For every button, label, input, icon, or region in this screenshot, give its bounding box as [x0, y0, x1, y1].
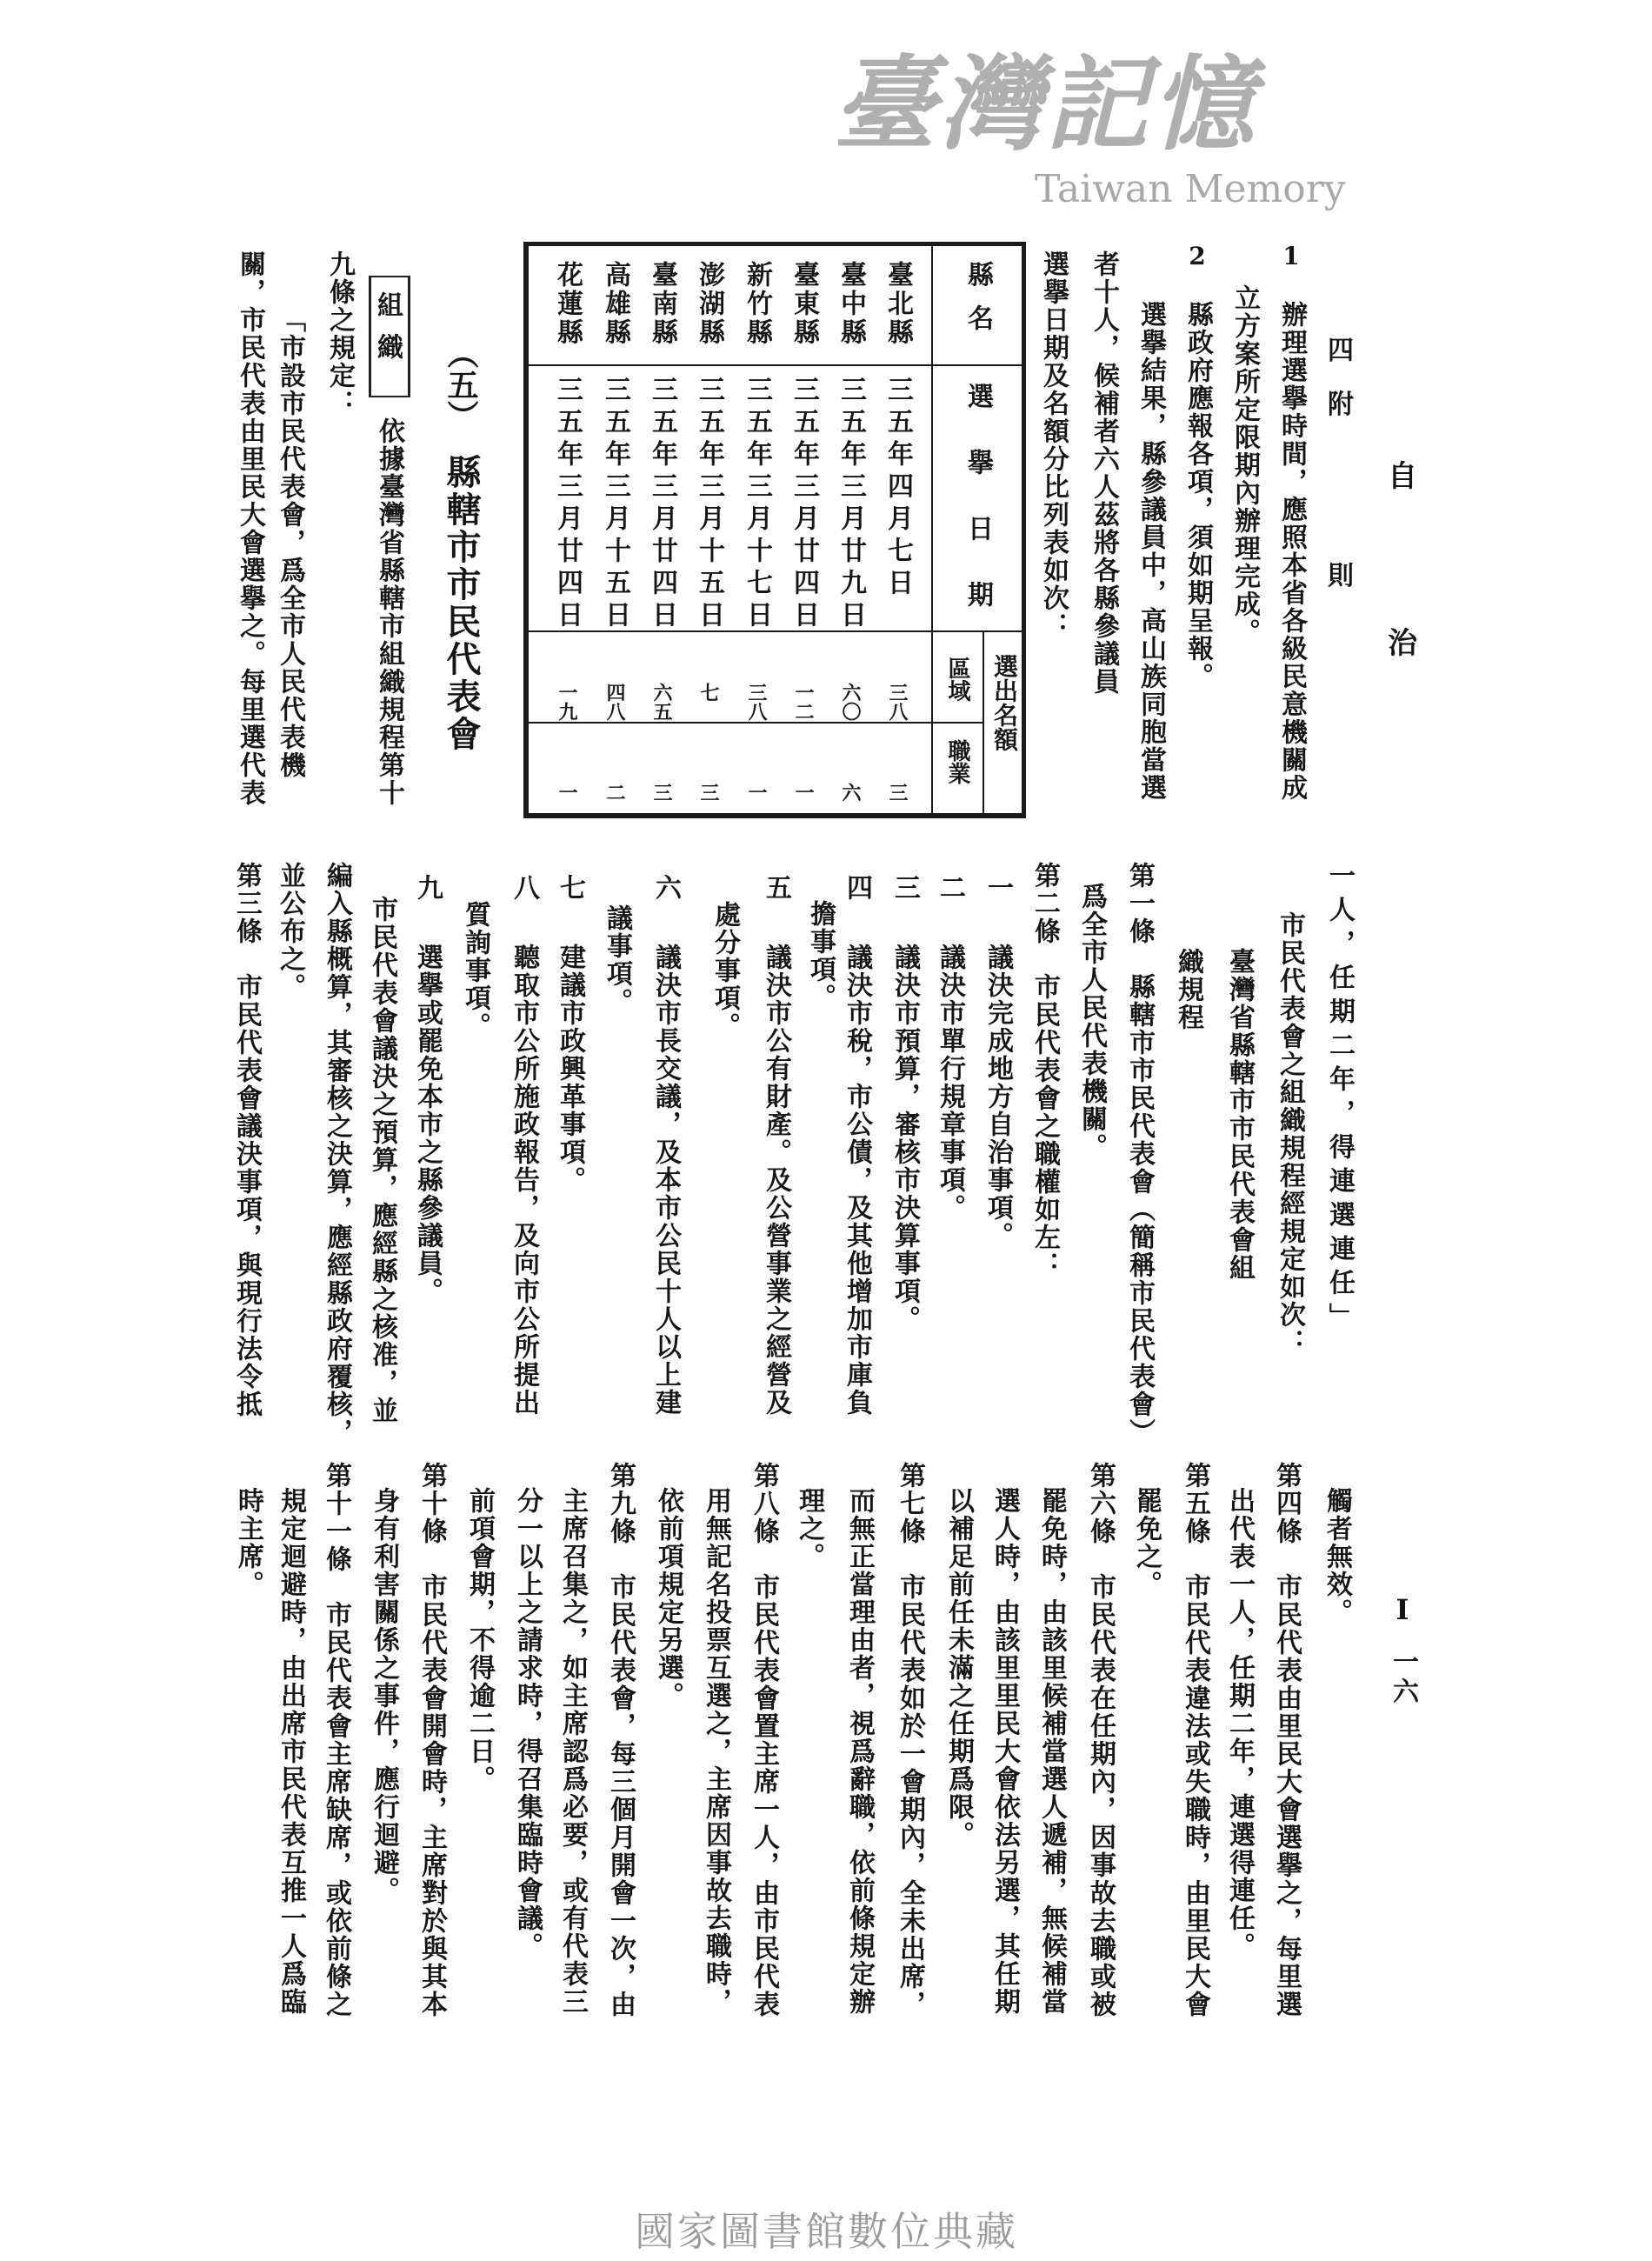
county-name: 臺北縣 — [883, 261, 913, 347]
table-row-divider — [529, 722, 983, 724]
body-line: 而無正當理由者，視爲辭職，依前條規定辦 — [844, 1487, 875, 2016]
occupation-seats: 六 — [839, 783, 862, 802]
election-date: 三五年四月七日 — [883, 376, 913, 601]
body-line: 前項會期，不得逾二日。 — [464, 1487, 495, 1793]
item-text: 議決市長交議，及本市公民十人以上建 — [650, 944, 681, 1417]
article-line: 第五條 市民代表違法或失職時，由里民大會 — [1180, 1462, 1210, 2018]
organization-tag: 組織 — [372, 291, 403, 375]
body-line: 「市設市民代表會，爲全市人民代表機 — [275, 306, 305, 779]
article-line: 第九條 市民代表會，每三個月開會一次，由 — [605, 1462, 636, 2018]
item-text: 議決市單行規章事項。 — [935, 944, 965, 1222]
occupation-seats: 一 — [745, 783, 768, 802]
region-seats: 一二 — [792, 683, 815, 721]
region-seats: 七 — [697, 683, 720, 702]
region-seats: 六五 — [650, 683, 673, 721]
occupation-seats: 一 — [792, 783, 815, 802]
body-line: 規定迴避時，由出席市民代表互推一人爲臨 — [276, 1487, 306, 2016]
library-footer: 國家圖書館數位典藏 — [635, 2208, 1018, 2255]
item-number: 八 — [509, 874, 539, 902]
election-date: 三五年三月十五日 — [694, 376, 724, 633]
region-seats: 三八 — [745, 683, 768, 721]
item-text: 建議市政興革事項。 — [555, 944, 585, 1194]
region-seats: 一九 — [556, 683, 578, 721]
item-number: 九 — [412, 874, 443, 902]
occupation-seats: 一 — [556, 783, 578, 802]
item-continuation: 議事項。 — [602, 904, 632, 1016]
taiwan-memory-watermark-en: Taiwan Memory — [1035, 167, 1346, 211]
running-title-char: 治 — [1388, 626, 1417, 661]
item-text: 選擧或罷免本市之縣參議員。 — [412, 944, 443, 1305]
item-number: 一 — [983, 874, 1013, 902]
body-line: 時主席。 — [233, 1487, 263, 1598]
body-line: 身有利害關係之事件，應行迴避。 — [369, 1487, 399, 1904]
table-header-divider — [931, 246, 933, 813]
page-number-roman: I — [1396, 1593, 1409, 1626]
running-title-char: 自 — [1388, 459, 1417, 494]
body-line: 一人，任期二年，得連選連任」 — [1324, 862, 1355, 1337]
body-line: 罷免時，由該里候補當選人遞補，無候補當 — [1036, 1487, 1067, 2016]
section-heading-char: 則 — [1328, 561, 1354, 591]
item-number: 四 — [842, 874, 872, 902]
election-date: 三五年三月廿四日 — [647, 376, 677, 633]
election-date: 三五年三月廿四日 — [789, 376, 819, 633]
item-text: 議決完成地方自治事項。 — [983, 944, 1013, 1250]
occupation-seats: 三 — [886, 783, 909, 802]
section-heading-char: 四 — [1328, 336, 1354, 366]
county-name: 臺中縣 — [836, 261, 866, 347]
item-continuation: 質詢事項。 — [460, 901, 490, 1040]
article-line: 第六條 市民代表在任期內，因事故去職或被 — [1085, 1462, 1116, 2018]
item-text: 議決市公有財產。及公營事業之經營及 — [761, 944, 791, 1417]
body-line: 市民代表會議決之預算，應經縣之核准，並 — [367, 896, 397, 1424]
region-seats: 四八 — [603, 683, 626, 721]
election-date: 三五年三月廿九日 — [836, 376, 866, 633]
item-text: 議決市稅，市公債，及其他增加市庫負 — [842, 944, 872, 1417]
county-name: 澎湖縣 — [694, 261, 724, 347]
item-continuation: 處分事項。 — [709, 901, 740, 1040]
article-line: 第一條 縣轄市市民代表會（簡稱市民代表會） — [1124, 862, 1155, 1446]
table-border-bottom — [523, 813, 1026, 818]
item-number: 二 — [935, 874, 965, 902]
regulation-title: 織規程 — [1173, 948, 1203, 1031]
occupation-seats: 二 — [603, 783, 626, 802]
occupation-seats: 三 — [697, 783, 720, 802]
page-number: 一六 — [1388, 1648, 1418, 1707]
item-number: 三 — [889, 874, 920, 902]
occupation-seats: 三 — [650, 783, 673, 802]
item-text: 聽取市公所施政報告，及向市公所提出 — [509, 944, 539, 1417]
election-date: 三五年三月十五日 — [600, 376, 630, 633]
article-line: 第十一條 市民代表會主席缺席，或依前條之 — [321, 1462, 351, 2018]
body-line: 編入縣概算，其審核之決算，應經縣政府覆核， — [322, 862, 352, 1446]
body-line: 用無記名投票互選之，主席因事故去職時， — [701, 1487, 731, 2016]
body-line: 罷免之。 — [1131, 1487, 1162, 1598]
taiwan-memory-watermark: 臺灣記憶 — [833, 43, 1258, 164]
article-line: 第四條 市民代表由里民大會選擧之，每里選 — [1271, 1462, 1302, 2018]
county-name: 新竹縣 — [742, 261, 772, 347]
body-line: 九條之規定： — [324, 250, 355, 417]
note-number: 2 — [1189, 242, 1206, 270]
item-number: 六 — [650, 874, 681, 902]
body-line: 出代表一人，任期二年，連選得連任。 — [1224, 1487, 1255, 1960]
body-line: 主席召集之，如主席認爲必要，或有代表三 — [557, 1487, 588, 2016]
table-seats-divider — [983, 632, 984, 813]
election-date: 三五年三月廿四日 — [552, 376, 583, 633]
header-seats: 選出名額 — [990, 654, 1019, 751]
header-county: 縣名 — [963, 261, 993, 348]
note-line: 選擧日期及名額分比列表如次： — [1038, 250, 1069, 640]
body-line: 觸者無效。 — [1322, 1487, 1352, 1626]
header-date: 選擧日期 — [963, 383, 993, 647]
county-name: 臺東縣 — [789, 261, 819, 347]
header-region: 區域 — [944, 657, 970, 702]
county-name: 花蓮縣 — [552, 261, 583, 347]
region-seats: 六〇 — [839, 683, 862, 721]
article-line: 第二條 市民代表會之職權如左： — [1029, 862, 1060, 1279]
item-number: 七 — [555, 874, 585, 902]
article-line: 第八條 市民代表會置主席一人，由市民代表 — [749, 1462, 779, 2018]
county-name: 臺南縣 — [647, 261, 677, 347]
table-row-divider — [529, 364, 1022, 366]
section-heading-char: 附 — [1328, 390, 1354, 420]
item-continuation: 擔事項。 — [805, 900, 836, 1011]
body-line: 分一以上之請求時，得召集臨時會議。 — [512, 1487, 543, 1960]
body-line: 市民代表會之組織規程經規定如次： — [1275, 911, 1305, 1357]
region-seats: 三八 — [886, 683, 909, 721]
note-line: 立方案所定限期內辦理完成。 — [1229, 284, 1260, 646]
article-line: 第七條 市民代表如於一會期內，全未出席， — [895, 1462, 925, 2018]
county-name: 高雄縣 — [600, 261, 630, 347]
table-border-top — [523, 242, 1026, 246]
section-number: （五） — [443, 337, 479, 431]
body-line: 以補足前任未滿之任期爲限。 — [943, 1487, 974, 1849]
note-line: 縣政府應報各項，須如期呈報。 — [1182, 301, 1213, 690]
note-line: 者十人，候補者六人茲將各縣參議員 — [1089, 250, 1119, 696]
body-line: 依前項規定另選。 — [653, 1487, 683, 1710]
article-line: 第十條 市民代表會開會時，主席對於與其本 — [416, 1462, 447, 2018]
body-line: 並公布之。 — [275, 862, 305, 1001]
table-border-right — [1022, 242, 1026, 818]
note-number: 1 — [1282, 242, 1300, 270]
article-line: 第三條 市民代表會議決事項，與現行法令抵 — [231, 862, 262, 1418]
body-line: 理之。 — [794, 1487, 824, 1571]
note-line: 選擧結果，縣參議員中，高山族同胞當選 — [1136, 301, 1166, 802]
body-line: 選人時，由該里里民大會依法另選，其任期 — [989, 1487, 1020, 2016]
section-title: 縣轄市市民代表會 — [441, 454, 482, 753]
item-number: 五 — [761, 874, 791, 902]
article-line: 爲全市人民代表機關。 — [1076, 883, 1107, 1161]
election-date: 三五年三月十七日 — [742, 376, 772, 633]
item-text: 議決市預算，審核市決算事項。 — [889, 944, 920, 1333]
body-line: 關，市民代表由里民大會選擧之。每里選代表 — [235, 250, 265, 807]
header-occupation: 職業 — [944, 739, 970, 784]
body-line: 依據臺灣省縣轄市組織規程第十 — [374, 417, 404, 807]
table-border-left — [523, 242, 529, 818]
regulation-title: 臺灣省縣轄市市民代表會組 — [1224, 948, 1255, 1282]
note-line: 辦理選擧時間，應照本省各級民意機關成 — [1276, 301, 1307, 802]
